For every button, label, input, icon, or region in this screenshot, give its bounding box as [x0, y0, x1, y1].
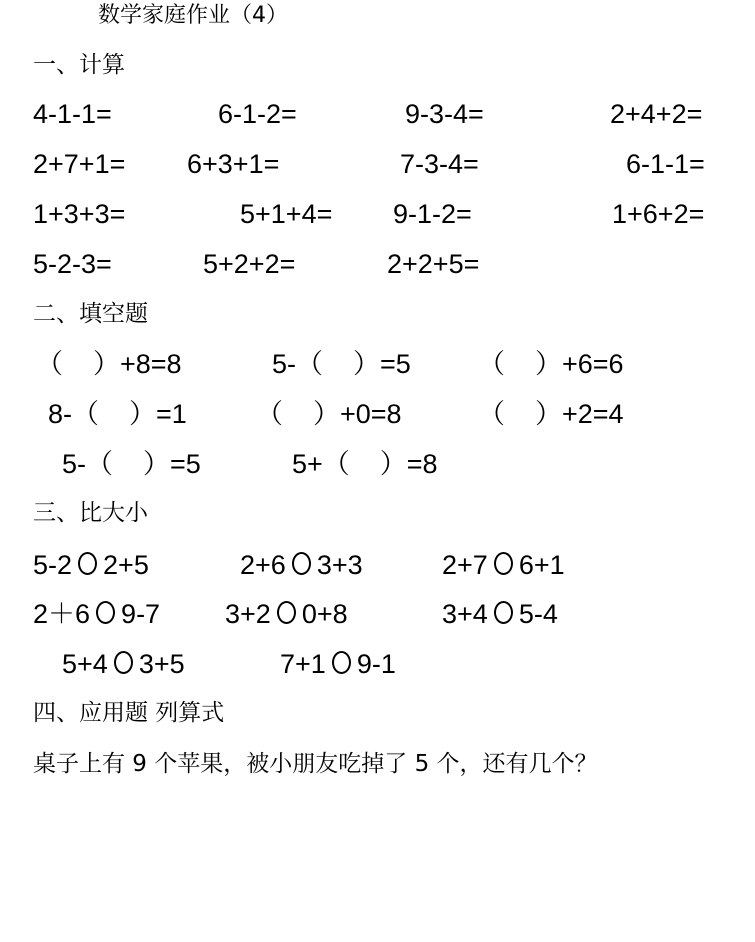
compare-right: 9-7 [121, 599, 161, 629]
compare-left: 2+6 [240, 550, 286, 580]
compare-item [240, 549, 363, 581]
fill-blank-item: （ ）+2=4 [478, 399, 624, 429]
compare-item [33, 549, 149, 581]
calc-item: 1+3+3= [33, 199, 126, 229]
calc-item: 6+3+1= [187, 149, 280, 179]
compare-circle [494, 552, 513, 575]
compare-item [442, 549, 565, 581]
fill-blank-item: （ ）+8=8 [36, 349, 182, 379]
section-heading-calculation: 一、计算 [33, 52, 125, 78]
calc-item: 9-1-2= [393, 199, 472, 229]
compare-left: 3+4 [442, 599, 488, 629]
calc-item: 5+2+2= [203, 249, 296, 279]
application-question: 桌子上有 9 个苹果，被小朋友吃掉了 5 个，还有几个？ [33, 751, 598, 777]
compare-right: 6+1 [518, 550, 565, 580]
calc-item: 1+6+2= [612, 199, 705, 229]
compare-left: 3+2 [225, 599, 271, 629]
compare-right: 5-4 [518, 599, 558, 629]
compare-item [62, 648, 185, 680]
compare-item [33, 598, 160, 630]
compare-left: 2+7 [442, 550, 488, 580]
fill-blank-item: （ ）+6=6 [478, 349, 624, 379]
calc-item: 2+4+2= [610, 99, 703, 129]
fill-blank-item: 5-（ ）=5 [62, 449, 201, 479]
calc-item: 2+7+1= [33, 149, 126, 179]
worksheet-title: 数学家庭作业（4） [98, 3, 288, 28]
calc-item: 5+1+4= [240, 199, 333, 229]
section-heading-application: 四、应用题 列算式 [33, 700, 225, 726]
fill-blank-item: 5-（ ）=5 [272, 349, 411, 379]
compare-right: 3+3 [316, 550, 363, 580]
compare-item [280, 648, 396, 680]
compare-right: 2+5 [103, 550, 149, 580]
calc-item: 2+2+5= [387, 249, 480, 279]
compare-circle [114, 651, 133, 674]
compare-circle [292, 552, 311, 575]
compare-left: 5+4 [62, 649, 108, 679]
compare-left: 7+1 [280, 649, 326, 679]
section-heading-fill-blank: 二、填空题 [33, 301, 148, 327]
compare-circle [494, 601, 513, 624]
compare-circle [277, 601, 296, 624]
calc-item: 6-1-2= [218, 99, 297, 129]
fill-blank-item: （ ）+0=8 [256, 399, 402, 429]
calc-item: 5-2-3= [33, 249, 112, 279]
compare-item [225, 598, 348, 630]
compare-right: 3+5 [138, 649, 185, 679]
compare-left: 2＋6 [33, 599, 91, 629]
compare-right: 0+8 [301, 599, 348, 629]
compare-circle [332, 651, 351, 674]
fill-blank-item: 8-（ ）=1 [48, 399, 187, 429]
calc-item: 6-1-1= [626, 149, 705, 179]
calc-item: 7-3-4= [400, 149, 479, 179]
compare-left: 5-2 [33, 550, 73, 580]
section-heading-compare: 三、比大小 [33, 500, 148, 526]
compare-circle [96, 601, 115, 624]
compare-circle [78, 552, 97, 575]
compare-right: 9-1 [356, 649, 396, 679]
compare-item [442, 598, 558, 630]
fill-blank-item: 5+（ ）=8 [292, 449, 438, 479]
calc-item: 9-3-4= [405, 99, 484, 129]
calc-item: 4-1-1= [33, 99, 112, 129]
